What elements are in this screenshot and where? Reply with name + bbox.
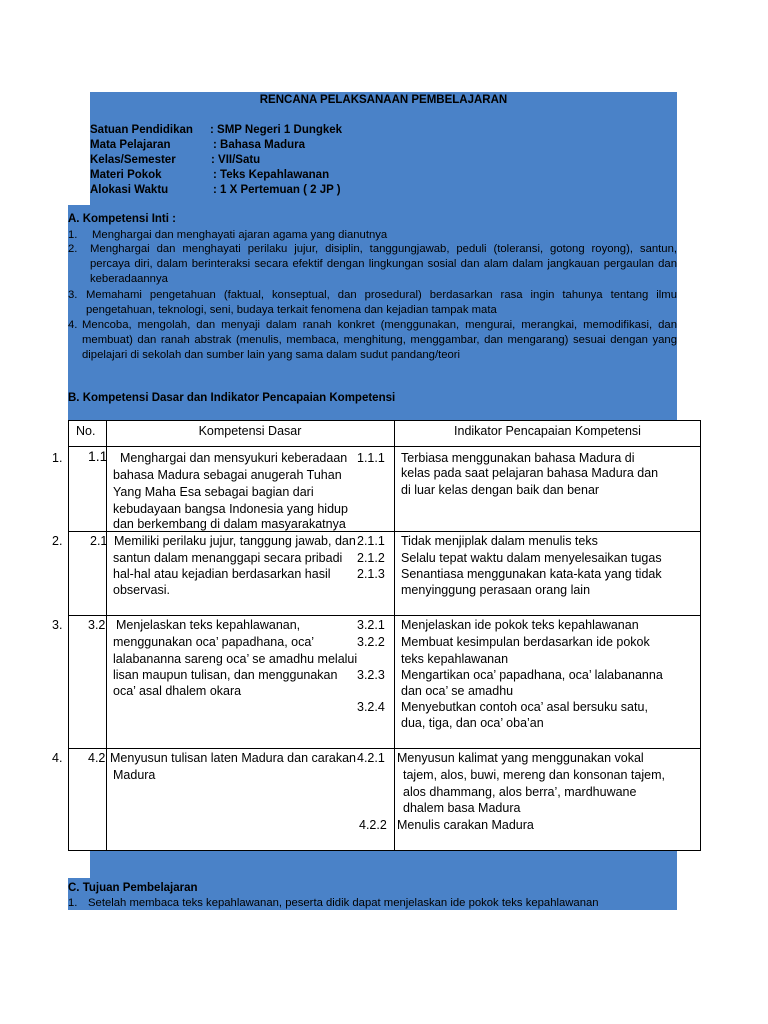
list-item-text: Menghargai dan menghayati perilaku jujur, disiplin, tanggungjawab, peduli (toleransi, gotong royong), santun, percaya diri, dalam berinteraksi secara efektif dengan lingkungan sosial dan alam dalam jangkauan pergaulan dan keberadaannya [90, 243, 677, 285]
kd-text: dan berkembang di dalam masyarakatnya [113, 517, 346, 531]
section-b-heading: B. Kompetensi Dasar dan Indikator Pencapaian Kompetensi [68, 392, 396, 404]
indicator-number: 3.2.1 [357, 618, 385, 632]
indicator-text: Menjelaskan ide pokok teks kepahlawanan [401, 618, 639, 632]
info-value: : Teks Kepahlawanan [213, 169, 330, 181]
indicator-text: Mengartikan oca’ papadhana, oca’ lalabananna [401, 668, 663, 682]
table-border [68, 446, 701, 447]
indicator-text: kelas pada saat pelajaran bahasa Madura dan [401, 466, 659, 480]
indicator-text: Tidak menjiplak dalam menulis teks [401, 534, 598, 548]
kd-text: bahasa Madura sebagai anugerah Tuhan [113, 468, 342, 482]
kd-text: Menjelaskan teks kepahlawanan, [116, 618, 301, 632]
table-header-indicator: Indikator Pencapaian Kompetensi [454, 424, 641, 438]
table-border [68, 420, 69, 851]
indicator-text: Menyusun kalimat yang menggunakan vokal [397, 751, 644, 765]
info-label: Materi Pokok [90, 169, 162, 181]
highlight-block-top [90, 92, 677, 205]
row-outer-number: 3. [52, 618, 63, 632]
kd-text: hal-hal atau kejadian berdasarkan hasil [113, 567, 331, 581]
table-border [68, 420, 701, 421]
kd-text: lalabananna sareng oca’ se amadhu melalui [113, 652, 358, 666]
indicator-number: 2.1.1 [357, 534, 385, 548]
indicator-number: 4.2.1 [357, 751, 385, 765]
info-label: Satuan Pendidikan [90, 124, 193, 136]
indicator-text: Menulis carakan Madura [397, 818, 534, 832]
indicator-text: Membuat kesimpulan berdasarkan ide pokok [401, 635, 650, 649]
indicator-text: di luar kelas dengan baik dan benar [401, 483, 600, 497]
kd-text: kebudayaan bangsa Indonesia yang hidup [113, 502, 348, 516]
kd-text: lisan maupun tulisan, dan menggunakan [113, 668, 338, 682]
info-value: : SMP Negeri 1 Dungkek [210, 124, 343, 136]
table-border [106, 420, 107, 851]
indicator-text: Senantiasa menggunakan kata-kata yang tidak [401, 567, 662, 581]
row-outer-number: 2. [52, 534, 63, 548]
indicator-number: 4.2.2 [359, 818, 387, 832]
list-item-text: Mencoba, mengolah, dan menyaji dalam ranah konkret (menggunakan, mengurai, merangkai, memodifikasi, dan membuat) dan ranah abstrak (menulis, membaca, menghitung, menggambar, dan mengarang) sesuai dengan yang dipelajari di sekolah dan sumber lain yang sama dalam sudut pandang/teori [82, 319, 677, 361]
table-border [68, 615, 701, 616]
row-outer-number: 4. [52, 751, 63, 765]
indicator-text: menyinggung perasaan orang lain [401, 583, 591, 597]
kd-text: observasi. [113, 583, 170, 597]
table-border [68, 748, 701, 749]
kd-number: 3.2 [88, 618, 106, 632]
list-item-text: Setelah membaca teks kepahlawanan, peserta didik dapat menjelaskan ide pokok teks kepahlawanan [88, 897, 599, 909]
section-c-heading: C. Tujuan Pembelajaran [68, 882, 198, 894]
indicator-number: 3.2.2 [357, 635, 385, 649]
indicator-text: Menyebutkan contoh oca’ asal bersuku satu, [401, 700, 648, 714]
kd-text: Memiliki perilaku jujur, tanggung jawab, dan [114, 534, 356, 548]
indicator-text: dhalem basa Madura [403, 801, 521, 815]
indicator-text: Terbiasa menggunakan bahasa Madura di [401, 451, 635, 465]
table-border [68, 850, 701, 851]
kd-text: Menghargai dan mensyukuri keberadaan [120, 451, 348, 465]
kd-text: menggunakan oca’ papadhana, oca’ [113, 635, 315, 649]
list-item-number: 4. [68, 319, 78, 331]
list-item-number: 1. [68, 897, 78, 909]
indicator-number: 2.1.3 [357, 567, 385, 581]
list-item-text: Menghargai dan menghayati ajaran agama yang dianutnya [92, 229, 388, 241]
indicator-text: teks kepahlawanan [401, 652, 509, 666]
info-label: Mata Pelajaran [90, 139, 171, 151]
list-item-number: 1. [68, 229, 78, 241]
kd-text: Yang Maha Esa sebagai bagian dari [113, 485, 314, 499]
info-value: : 1 X Pertemuan ( 2 JP ) [213, 184, 341, 196]
kd-text: Menyusun tulisan laten Madura dan carakan [110, 751, 356, 765]
row-outer-number: 1. [52, 451, 63, 465]
kd-number: 2.1 [90, 534, 108, 548]
section-a-heading: A. Kompetensi Inti : [68, 213, 176, 225]
table-header-no: No. [76, 424, 96, 438]
indicator-text: alos dhammang, alos berra’, mardhuwane [403, 785, 637, 799]
info-label: Alokasi Waktu [90, 184, 169, 196]
table-border [700, 420, 701, 851]
indicator-number: 3.2.4 [357, 700, 385, 714]
kd-text: Madura [113, 768, 156, 782]
page-title: RENCANA PELAKSANAAN PEMBELAJARAN [259, 94, 508, 106]
indicator-number: 1.1.1 [357, 451, 385, 465]
indicator-text: dua, tiga, dan oca’ oba’an [401, 716, 544, 730]
kd-text: oca’ asal dhalem okara [113, 684, 242, 698]
table-header-kd: Kompetensi Dasar [198, 424, 302, 438]
list-item-text: Memahami pengetahuan (faktual, konseptual, dan prosedural) berdasarkan rasa ingin tahunya tentang ilmu pengetahuan, teknologi, seni, budaya terkait fenomena dan kejadian tampak mata [86, 289, 677, 316]
kd-number: 4.2 [88, 751, 106, 765]
indicator-text: Selalu tepat waktu dalam menyelesaikan tugas [401, 551, 662, 565]
table-border [394, 420, 395, 851]
kd-number: 1.1 [88, 448, 108, 464]
indicator-number: 3.2.3 [357, 668, 385, 682]
kd-text: santun dalam menanggapi secara pribadi [113, 551, 343, 565]
info-value: : Bahasa Madura [213, 139, 306, 151]
indicator-text: dan oca’ se amadhu [401, 684, 514, 698]
info-value: : VII/Satu [211, 154, 261, 166]
indicator-text: tajem, alos, buwi, mereng dan konsonan tajem, [403, 768, 665, 782]
list-item-number: 2. [68, 243, 78, 255]
list-item-number: 3. [68, 289, 78, 301]
indicator-number: 2.1.2 [357, 551, 385, 565]
info-label: Kelas/Semester [90, 154, 176, 166]
